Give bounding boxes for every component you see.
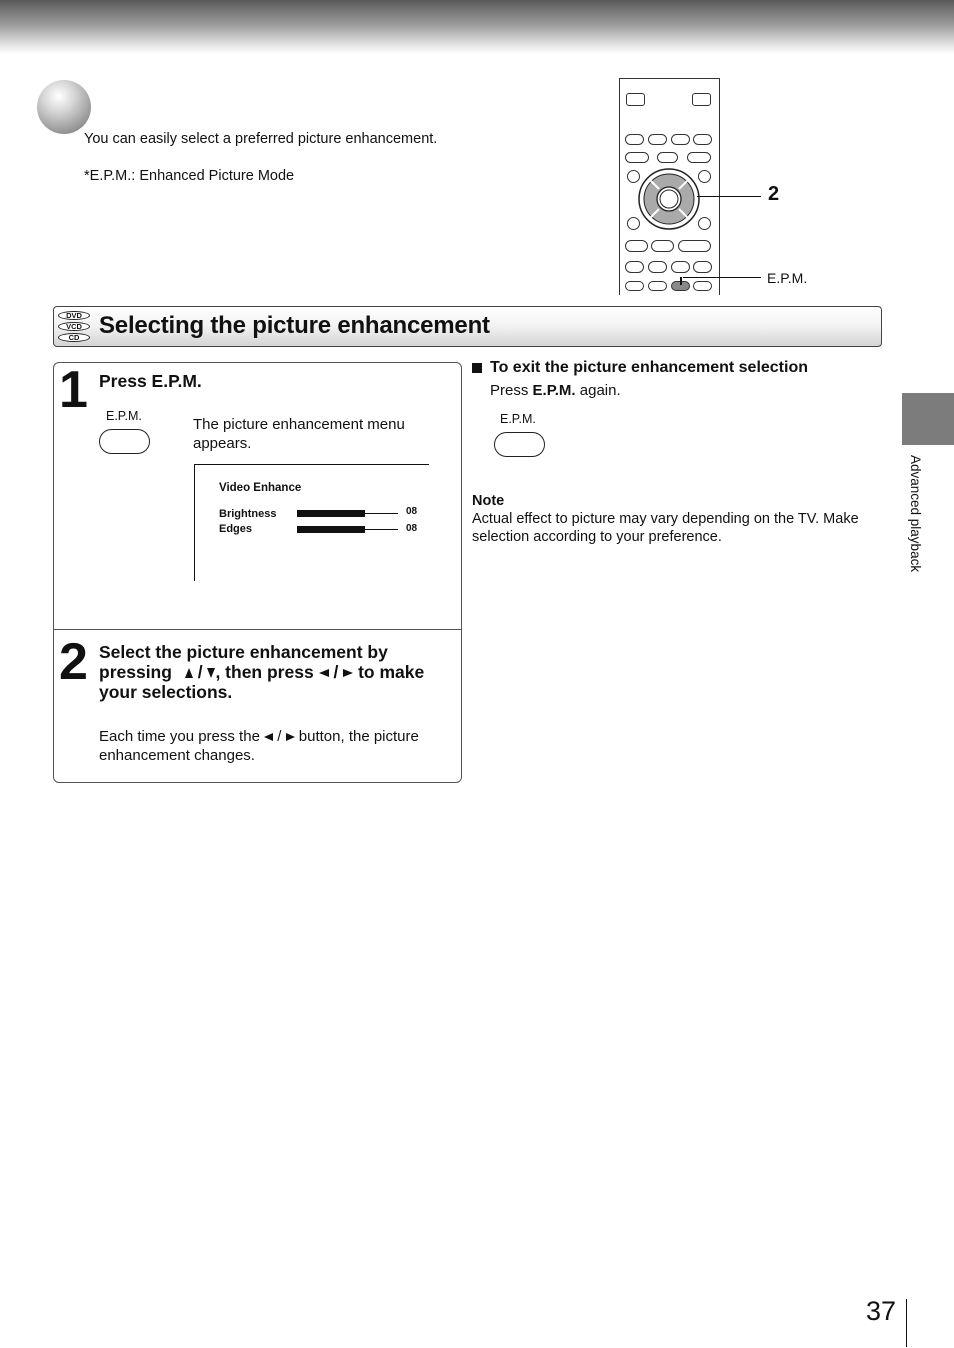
exit-text: again. [579, 382, 621, 399]
chapter-tab-label: Advanced playback [908, 455, 923, 573]
step-description: The picture enhancement menu appears. [193, 416, 405, 452]
remote-button [648, 134, 667, 145]
epm-button-label: E.P.M. [500, 412, 536, 426]
menu-frame-top [194, 464, 429, 465]
right-arrow-icon [286, 733, 295, 741]
epm-button-label: E.P.M. [106, 409, 142, 423]
remote-button [671, 261, 690, 273]
chapter-tab [902, 393, 954, 445]
step-title-text: Select the picture enhancement by pressing [99, 642, 388, 682]
remote-button [657, 152, 678, 163]
cd-badge: CD [58, 333, 90, 342]
step-title [99, 642, 454, 702]
exit-text: Press [490, 382, 529, 399]
callout-line [697, 196, 761, 197]
step-title-text: / [333, 662, 339, 682]
remote-control-illustration [619, 78, 720, 295]
menu-title: Video Enhance [219, 482, 302, 494]
step-body-text: Each time you press the [99, 728, 260, 745]
epm-button-icon [494, 432, 545, 457]
remote-button [625, 261, 644, 273]
remote-button [625, 281, 644, 291]
step-description [99, 727, 454, 765]
remote-button [692, 93, 711, 106]
menu-frame-left [194, 465, 195, 581]
note-text: Actual effect to picture may vary depending on the TV. Make selection according to your preference. [472, 511, 859, 545]
intro-text: You can easily select a preferred picture enhancement. [84, 131, 438, 147]
step-number: 2 [59, 633, 88, 691]
step-divider [54, 629, 461, 630]
left-arrow-icon [319, 669, 329, 677]
page-number: 37 [866, 1296, 897, 1326]
brightness-bar-fill [297, 510, 365, 517]
step-number: 1 [59, 361, 88, 419]
vcd-badge: VCD [58, 322, 90, 331]
step-title-text: to make your selections. [99, 662, 425, 702]
exit-instruction [490, 381, 621, 400]
right-arrow-icon [343, 669, 353, 677]
brightness-bar-track [365, 513, 398, 514]
dvd-badge: DVD [58, 311, 90, 320]
note-heading: Note [472, 493, 505, 509]
menu-row-label: Brightness [219, 508, 277, 520]
header-band [0, 0, 954, 54]
nav-pad-icon [637, 167, 701, 231]
section-bullet-sphere [37, 80, 91, 134]
remote-button [671, 134, 690, 145]
page-number-rule [906, 1299, 907, 1347]
remote-button [651, 240, 674, 252]
callout-line [680, 277, 682, 285]
exit-heading: To exit the picture enhancement selection [490, 359, 808, 376]
epm-definition: *E.P.M.: Enhanced Picture Mode [84, 168, 295, 184]
remote-button [648, 261, 667, 273]
remote-button [648, 281, 667, 291]
left-arrow-icon [264, 733, 273, 741]
step-title: Press E.P.M. [99, 371, 202, 391]
exit-key: E.P.M. [532, 382, 576, 399]
remote-button [625, 134, 644, 145]
step-body-text: / [277, 728, 282, 745]
step-title-text: / [197, 662, 203, 682]
square-bullet-icon [472, 363, 482, 373]
remote-button [626, 93, 645, 106]
remote-button [693, 281, 712, 291]
menu-row-label: Edges [219, 523, 253, 535]
callout-line [683, 277, 761, 278]
remote-button [625, 240, 648, 252]
epm-button-icon [99, 429, 150, 454]
step-title-text: , then press [215, 662, 314, 682]
callout-number: 2 [768, 183, 780, 205]
callout-label: E.P.M. [767, 270, 808, 286]
menu-row-value: 08 [406, 523, 418, 534]
remote-button [693, 134, 712, 145]
remote-button [693, 261, 712, 273]
remote-button [687, 152, 711, 163]
up-arrow-icon [185, 668, 193, 678]
remote-button [678, 240, 711, 252]
step-body-text: button, the picture enhancement changes. [99, 728, 419, 764]
edges-bar-track [365, 529, 398, 530]
edges-bar-fill [297, 526, 365, 533]
section-title: Selecting the picture enhancement [99, 312, 490, 339]
remote-button [625, 152, 649, 163]
menu-row-value: 08 [406, 506, 418, 517]
